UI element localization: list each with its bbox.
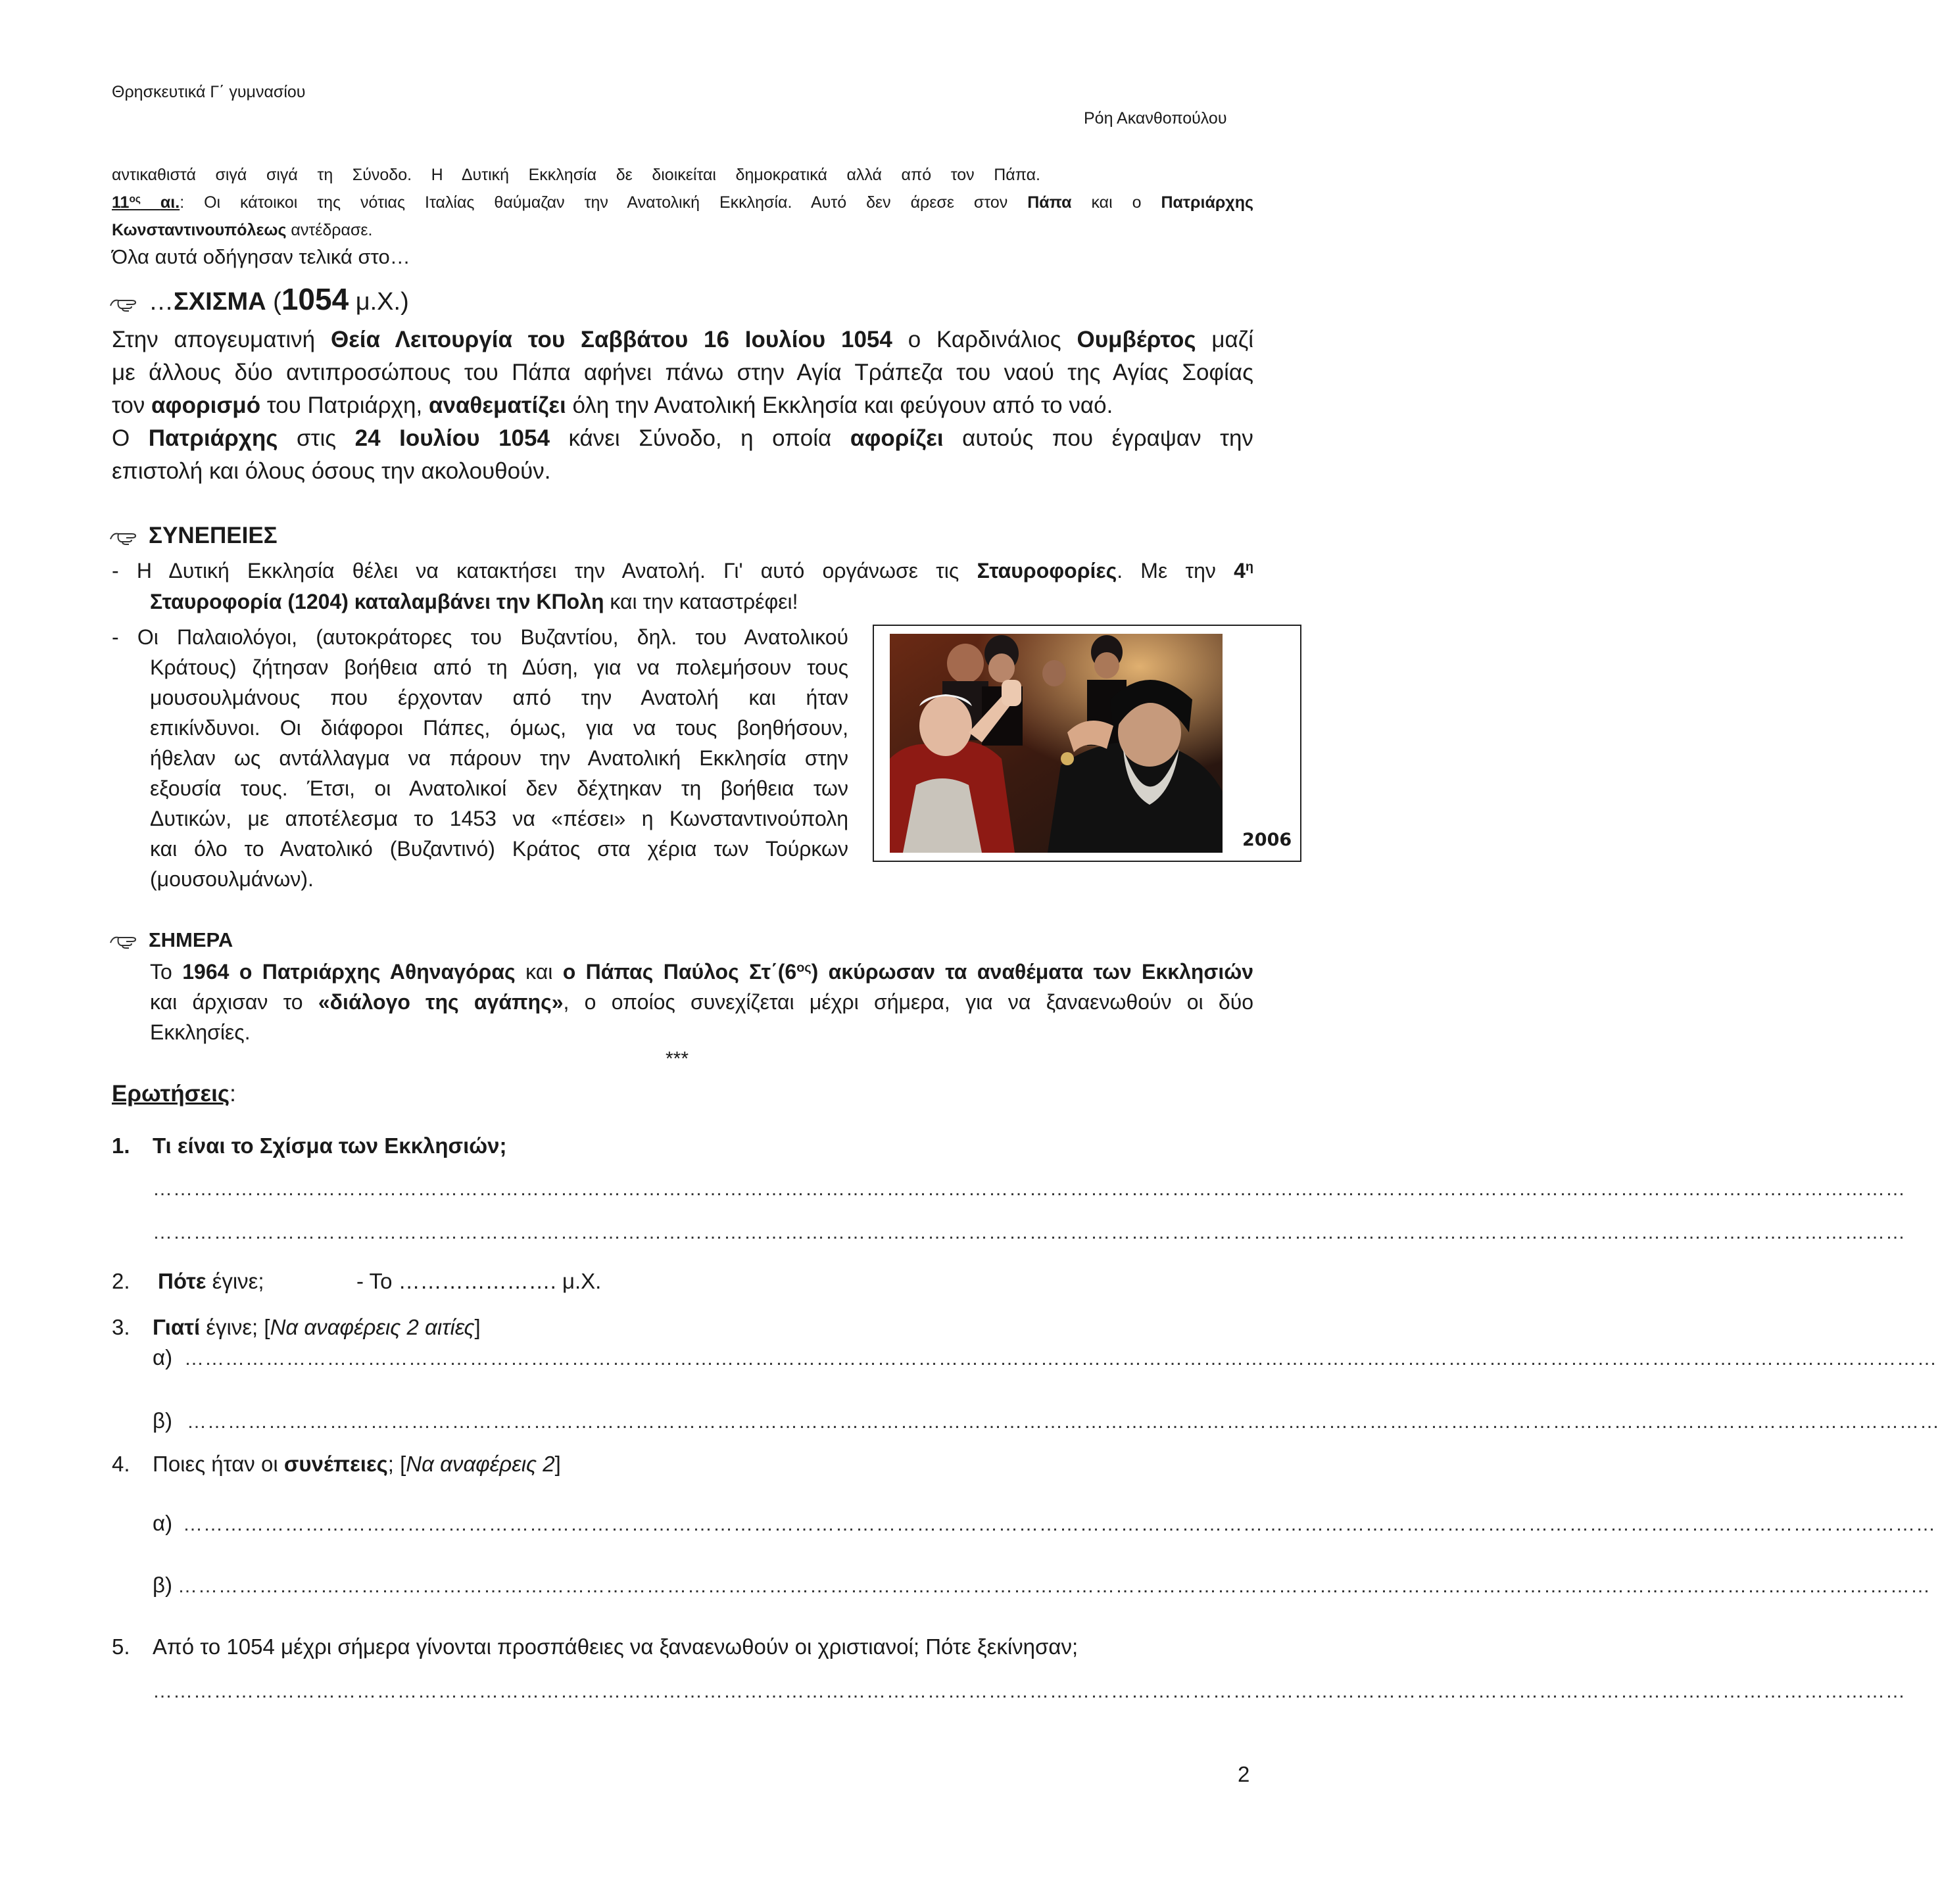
consequences-bullet-1-line2: Σταυροφορία (1204) καταλαμβάνει την ΚΠολη και την καταστρέφει! <box>150 590 798 613</box>
question-4-number: 4. <box>112 1452 130 1476</box>
section-separator: *** <box>666 1048 689 1070</box>
answer-line-q3-b[interactable]: …………………………………………………………………………………………………………………………………………………………………………………………………………………………………… <box>187 1411 1940 1433</box>
question-4-beta-label: β) <box>153 1573 172 1597</box>
pointing-hand-icon <box>109 291 143 312</box>
consequence-line: Κράτους) ζήτησαν βοήθεια από τη Δύση, για να πολεμήσουν τους <box>150 655 848 679</box>
question-5-number: 5. <box>112 1634 130 1659</box>
consequence-line: και όλο το Ανατολικό (Βυζαντινό) Κράτος στα χέρια των Τούρκων <box>150 837 848 861</box>
schism-p2-line2: επιστολή και όλους όσους την ακολουθούν. <box>112 458 551 484</box>
questions-heading: Ερωτήσεις: <box>112 1081 236 1107</box>
century-label: $11^{o\varsigma}$ αι. <box>112 193 180 212</box>
consequence-line: Δυτικών, με αποτέλεσμα το 1453 να «πέσει» η Κωνσταντινούπολη <box>150 807 848 830</box>
today-line-1: Το 1964 ο Πατριάρχης Αθηναγόρας και ο Πάπας Παύλος $\Sigma\tau΄(6^{o\varsigma})$ ακύρωσαν τα αναθέματα των Εκκλησιών <box>150 960 1254 984</box>
header-subject: Θρησκευτικά Γ΄ γυμνασίου <box>112 83 306 101</box>
consequence-line: (μουσουλμάνων). <box>150 867 314 891</box>
consequences-heading: ΣΥΝΕΠΕΙΕΣ <box>109 523 278 549</box>
question-4-text: Ποιες ήταν οι συνέπειες; [Να αναφέρεις 2] <box>153 1452 561 1476</box>
consequence-line: - Οι Παλαιολόγοι, (αυτοκράτορες του Βυζαντίου, δηλ. του Ανατολικού <box>112 625 848 649</box>
question-2-number: 2. <box>112 1269 130 1293</box>
intro-led-to: Όλα αυτά οδήγησαν τελικά στο… <box>112 245 410 268</box>
consequences-bullet-1: - Η Δυτική Εκκλησία θέλει να κατακτήσει την Ανατολή. Γι' αυτό οργάνωσε τις Σταυροφορίες. Με την $4^\eta$ <box>112 559 1254 583</box>
answer-line-q4-b[interactable]: …………………………………………………………………………………………………………………………………………………………………………………………………………………………………… <box>178 1575 1931 1597</box>
photo-frame <box>873 625 1301 862</box>
pointing-hand-icon <box>109 525 143 546</box>
question-3-beta-label: β) <box>153 1408 172 1433</box>
question-1-text: Τι είναι το Σχίσμα των Εκκλησιών; <box>153 1133 507 1158</box>
header-author: Ρόη Ακανθοπούλου <box>1084 109 1227 128</box>
schism-heading: …ΣΧΙΣΜΑ (1054 μ.Χ.) <box>109 281 409 317</box>
question-4-alpha-label: α) <box>153 1511 173 1535</box>
consequences-bullet-2 <box>112 622 848 894</box>
intro-line-3: Κωνσταντινουπόλεως αντέδρασε. <box>112 221 373 239</box>
intro-line-2: $11^{o\varsigma}$ αι.: Οι κάτοικοι της νότιας Ιταλίας θαύμαζαν την Ανατολική Εκκλησία. Αυτό δεν άρεσε στον Πάπα και ο Πατριάρχης <box>112 193 1253 212</box>
photo-year-caption: 2006 <box>1242 830 1292 850</box>
schism-p2-line1: Ο Πατριάρχης στις 24 Ιουλίου 1054 κάνει Σύνοδο, η οποία αφορίζει αυτούς που έγραψαν την <box>112 425 1253 451</box>
consequence-line: ήθελαν ως αντάλλαγμα να πάρουν την Ανατολική Εκκλησία στην <box>150 746 848 770</box>
today-line-2: και άρχισαν το «διάλογο της αγάπης», ο οποίος συνεχίζεται μέχρι σήμερα, για να ξαναενωθούν οι δύο <box>150 990 1254 1014</box>
consequence-line: επικίνδυνοι. Οι διάφοροι Πάπες, όμως, για να τους βοηθήσουν, <box>150 716 848 740</box>
schism-p1-line1: Στην απογευματινή Θεία Λειτουργία του Σαββάτου 16 Ιουλίου 1054 ο Καρδινάλιος Ουμβέρτος μαζί <box>112 327 1253 352</box>
question-1-number: 1. <box>112 1133 130 1158</box>
pointing-hand-icon <box>109 928 143 949</box>
question-2-text: Πότε έγινε; <box>158 1269 264 1293</box>
intro-line-1: αντικαθιστά σιγά σιγά τη Σύνοδο. Η Δυτική Εκκλησία δε διοικείται δημοκρατικά αλλά από τον Πάπα. <box>112 166 1040 184</box>
question-3-text: Γιατί έγινε; [Να αναφέρεις 2 αιτίες] <box>153 1315 481 1339</box>
answer-line-q1-b[interactable]: …………………………………………………………………………………………………………………………………………………………………………………………………………………………………… <box>153 1222 1906 1243</box>
today-heading: ΣΗΜΕΡΑ <box>109 928 233 952</box>
answer-line-q1-a[interactable]: …………………………………………………………………………………………………………………………………………………………………………………………………………………………………… <box>153 1178 1906 1200</box>
answer-line-q3-a[interactable]: …………………………………………………………………………………………………………………………………………………………………………………………………………………………………… <box>184 1348 1937 1369</box>
schism-p1-line3: τον αφορισμό του Πατριάρχη, αναθεματίζει όλη την Ανατολική Εκκλησία και φεύγουν από το ναό. <box>112 393 1113 418</box>
answer-line-q4-a[interactable]: …………………………………………………………………………………………………………………………………………………………………………………………………………………………………… <box>183 1513 1936 1535</box>
pope-patriarch-photo <box>890 634 1223 853</box>
schism-p1-line2: με άλλους δύο αντιπροσώπους του Πάπα αφήνει πάνω στην Αγία Τράπεζα του ναού της Αγίας Σοφίας <box>112 360 1253 385</box>
question-3-alpha-label: α) <box>153 1345 173 1369</box>
page-number: 2 <box>1238 1762 1250 1786</box>
consequence-line: μουσουλμάνους που έρχονταν από την Ανατολή και ήταν <box>150 686 848 709</box>
question-3-number: 3. <box>112 1315 130 1339</box>
question-2-answer[interactable]: - Το …………………. μ.Χ. <box>356 1269 602 1293</box>
question-5-text: Από το 1054 μέχρι σήμερα γίνονται προσπάθειες να ξαναενωθούν οι χριστιανοί; Πότε ξεκίνησαν; <box>153 1634 1079 1659</box>
answer-line-q5[interactable]: …………………………………………………………………………………………………………………………………………………………………………………………………………………………………… <box>153 1680 1906 1702</box>
consequence-line: εξουσία τους. Έτσι, οι Ανατολικοί δεν δέχτηκαν τη βοήθεια των <box>150 776 848 800</box>
today-line-3: Εκκλησίες. <box>150 1020 251 1044</box>
